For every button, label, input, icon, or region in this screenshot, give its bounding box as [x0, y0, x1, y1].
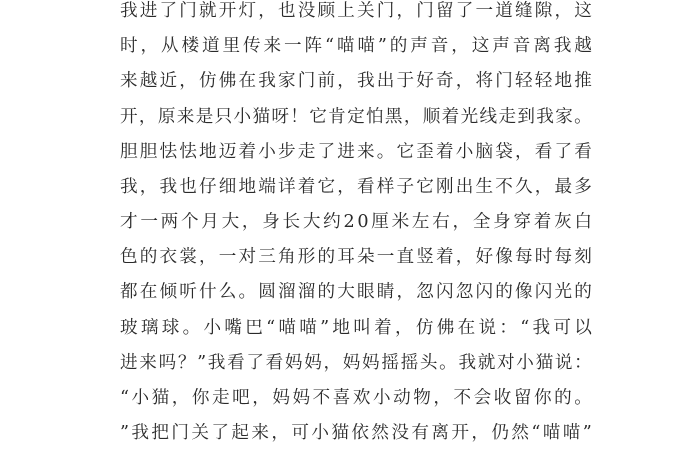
text-line: 我 ， 我 也 仔 细 地 端 详 着 它 ， 看 样 子 它 刚 出 生 不 久 ， 最 多	[120, 177, 592, 197]
text-line: 都 在 倾 听 什 么 。 圆 溜 溜 的 大 眼 睛 ， 忽 闪 忽 闪 的 像 闪 光 的	[120, 282, 592, 302]
text-line: “ 小 猫 ， 你 走 吧 ， 妈 妈 不 喜 欢 小 动 物 ， 不 会 收 留 你 的 。	[120, 388, 592, 408]
text-line: 色 的 衣 裳 ， 一 对 三 角 形 的 耳 朵 一 直 竖 着 ， 好 像 每 时 每 刻	[120, 247, 592, 267]
text-line: 进 来 吗 ？ ” 我 看 了 看 妈 妈 ， 妈 妈 摇 摇 头 。 我 就 对 小 猫 说 ：	[120, 353, 592, 373]
text-line: 开 ， 原 来 是 只 小 猫 呀 ！ 它 肯 定 怕 黑 ， 顺 着 光 线 走 到 我 家 。	[120, 107, 592, 127]
text-line: 才 一 两 个 月 大 ， 身 长 大 约 2 0 厘 米 左 右 ， 全 身 穿 着 灰 白	[120, 212, 592, 232]
text-line: 时 ， 从 楼 道 里 传 来 一 阵 “ 喵 喵 ” 的 声 音 ， 这 声 音 离 我 越	[120, 36, 592, 56]
text-line: 我 进 了 门 就 开 灯 ， 也 没 顾 上 关 门 ， 门 留 了 一 道 缝 隙 ， 这	[120, 1, 592, 21]
text-line: 玻 璃 球 。 小 嘴 巴 “ 喵 喵 ” 地 叫 着 ， 仿 佛 在 说 ： “ 我 可 以	[120, 318, 592, 338]
text-line: 胆 胆 怯 怯 地 迈 着 小 步 走 了 进 来 。 它 歪 着 小 脑 袋 ， 看 了 看	[120, 142, 592, 162]
text-line: 来 越 近 ， 仿 佛 在 我 家 门 前 ， 我 出 于 好 奇 ， 将 门 轻 轻 地 推	[120, 71, 592, 91]
text-line: ” 我 把 门 关 了 起 来 ， 可 小 猫 依 然 没 有 离 开 ， 仍 然 “ 喵 喵 ”	[120, 423, 592, 443]
